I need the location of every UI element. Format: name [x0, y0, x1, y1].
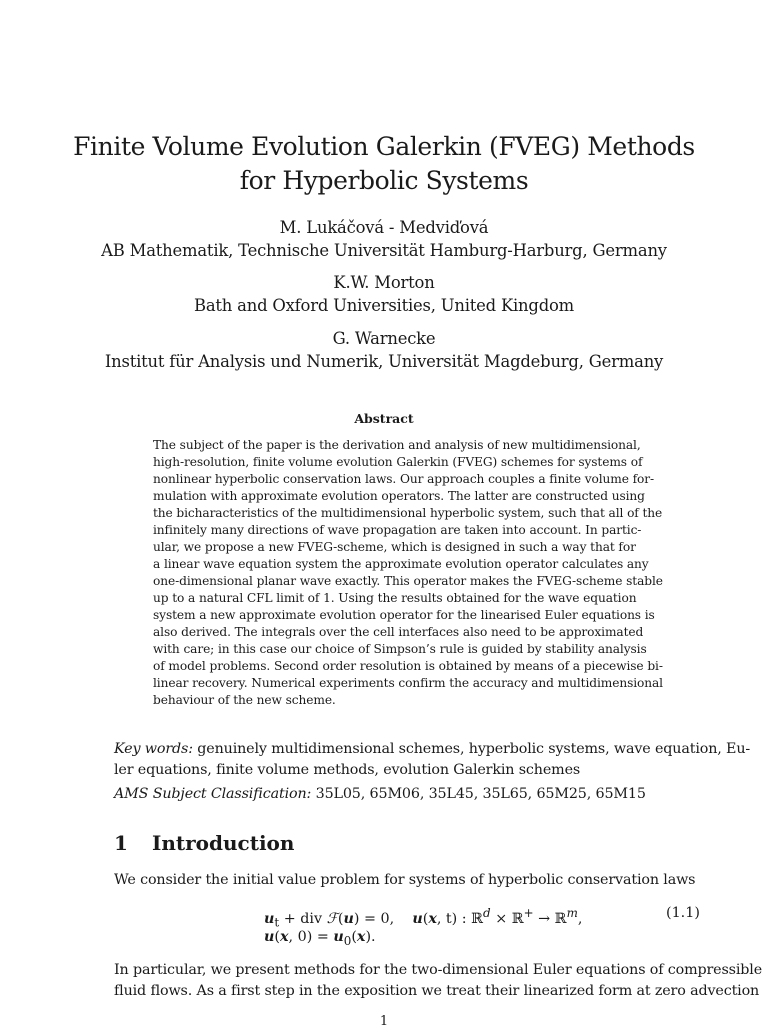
abstract-line: also derived. The integrals over the cell interfaces also need to be approximated — [153, 625, 644, 639]
abstract-line: nonlinear hyperbolic conservation laws. Our approach couples a finite volume for- — [153, 472, 655, 486]
abstract-line: high-resolution, finite volume evolution Galerkin (FVEG) schemes for systems of — [153, 455, 643, 469]
equation-line-1: $u_t$ + div ℱ(u) = 0, u(x, t) : ℝ$^d$ × ℝ+ → ℝ$^m$, — [264, 906, 583, 930]
keywords-label: Key words: — [114, 741, 193, 757]
abstract-line: linear recovery. Numerical experiments confirm the accuracy and multidimensional — [153, 676, 663, 690]
section-number: 1 — [114, 831, 128, 855]
abstract-line: with care; in this case our choice of Simpson’s rule is guided by stability analysis — [153, 642, 647, 656]
author-affiliation: Bath and Oxford Universities, United Kingdom — [193, 296, 574, 315]
equation-number: (1.1) — [666, 905, 700, 921]
section-heading — [114, 829, 294, 857]
intro-text — [114, 870, 704, 891]
section-title: Introduction — [152, 831, 295, 855]
author-affiliation: Institut für Analysis und Numerik, Universität Magdeburg, Germany — [104, 352, 664, 371]
ams-codes: 35L05, 65M06, 35L45, 35L65, 65M25, 65M15 — [311, 786, 646, 802]
author-name: K.W. Morton — [333, 273, 435, 292]
abstract-line: ular, we propose a new FVEG-scheme, which is designed in such a way that for — [153, 540, 636, 554]
abstract-line: the bicharacteristics of the multidimensional hyperbolic system, such that all of the — [153, 506, 663, 520]
paragraph-line: In particular, we present methods for the two-dimensional Euler equations of compressible — [114, 962, 763, 978]
abstract-heading: Abstract — [354, 411, 414, 426]
abstract-line: behaviour of the new scheme. — [153, 693, 336, 707]
ams-classification — [114, 784, 704, 805]
abstract-body — [153, 437, 663, 709]
paper-title-line-2: for Hyperbolic Systems — [239, 166, 529, 195]
paragraph — [114, 960, 763, 1002]
abstract-line: system a new approximate evolution operator for the linearised Euler equations is — [153, 608, 655, 622]
paragraph-line: fluid flows. As a first step in the exposition we treat their linearized form at zero advection — [114, 983, 760, 999]
author-name: G. Warnecke — [332, 329, 436, 348]
abstract-line: of model problems. Second order resolution is obtained by means of a piecewise bi- — [153, 659, 663, 673]
abstract-line: one-dimensional planar wave exactly. This operator makes the FVEG-scheme stable — [153, 574, 663, 588]
keywords — [114, 739, 751, 781]
author-name: M. Lukáčová - Medviďová — [279, 218, 489, 237]
abstract-line: mulation with approximate evolution operators. The latter are constructed using — [153, 489, 645, 503]
keywords-text: ler equations, finite volume methods, evolution Galerkin schemes — [114, 762, 581, 778]
intro-line: We consider the initial value problem for systems of hyperbolic conservation laws — [114, 872, 696, 888]
paper-title-line-1: Finite Volume Evolution Galerkin (FVEG) Methods — [73, 132, 695, 161]
author-affiliation: AB Mathematik, Technische Universität Hamburg-Harburg, Germany — [101, 241, 667, 260]
keywords-text: genuinely multidimensional schemes, hyperbolic systems, wave equation, Eu- — [192, 741, 751, 757]
equation-line-2: u(x, $0) = u_0(x)$. — [264, 929, 376, 948]
abstract-line: a linear wave equation system the approximate evolution operator calculates any — [153, 557, 649, 571]
abstract-line: The subject of the paper is the derivation and analysis of new multidimensional, — [153, 438, 641, 452]
abstract-line: infinitely many directions of wave propagation are taken into account. In partic- — [153, 523, 642, 537]
abstract-line: up to a natural CFL limit of 1. Using the results obtained for the wave equation — [153, 591, 637, 605]
page-number: 1 — [379, 1014, 389, 1029]
ams-label: AMS Subject Classification: — [114, 786, 312, 802]
